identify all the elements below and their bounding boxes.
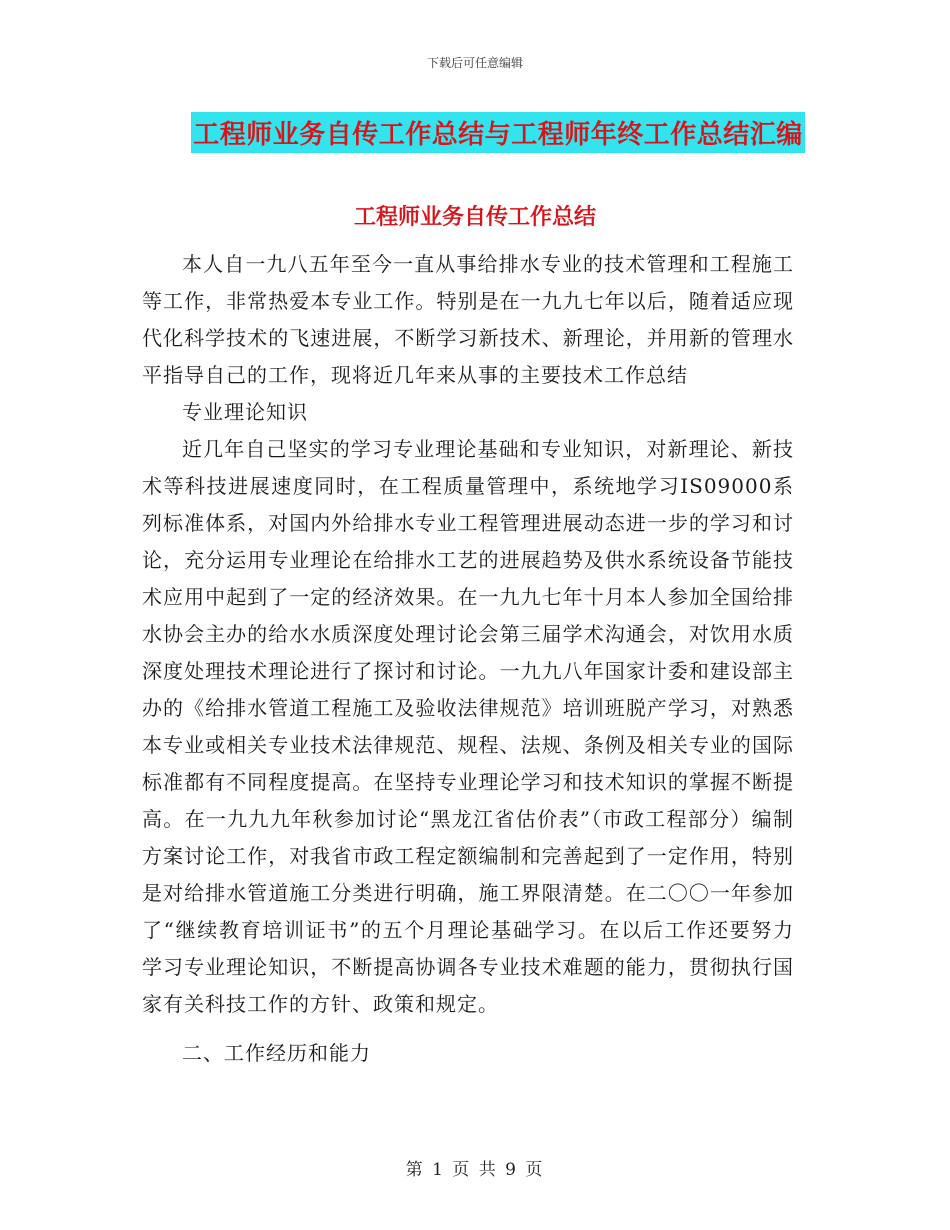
paragraph-heading-theory: 专业理论知识 bbox=[182, 400, 308, 424]
page-footer: 第 1 页 共 9 页 bbox=[405, 1160, 545, 1180]
paragraph-intro: 本人自一九八五年至今一直从事给排水专业的技术管理和工程施工等工作，非常热爱本专业工作。特别是在一九九七年以后，随着适应现代化科学技术的飞速进展，不断学习新技术、新理论，并用新的管理水平指导自己的工作，现将近几年来从事的主要技术工作总结 bbox=[142, 252, 794, 387]
main-title-container bbox=[0, 112, 950, 153]
paragraph-heading-experience: 二、工作经历和能力 bbox=[182, 1041, 371, 1065]
page-header-note: 下载后可任意编辑 bbox=[426, 56, 523, 70]
section-title: 工程师业务自传工作总结 bbox=[353, 205, 596, 230]
paragraph-theory: 近几年自己坚实的学习专业理论基础和专业知识，对新理论、新技术等科技进展速度同时，在工程质量管理中，系统地学习IS09000系列标准体系，对国内外给排水专业工程管理进展动态进一步的学习和讨论，充分运用专业理论在给排水工艺的进展趋势及供水系统设备节能技术应用中起到了一定的经济效果。在一九九七年十月本人参加全国给排水协会主办的给水水质深度处理讨论会第三届学术沟通会，对饮用水质深度处理技术理论进行了探讨和讨论。一九九八年国家计委和建设部主办的《给排水管道工程施工及验收法律规范》培训班脱产学习，对熟悉本专业或相关专业技术法律规范、规程、法规、条例及相关专业的国际标准都有不同程度提高。在坚持专业理论学习和技术知识的掌握不断提高。在一九九九年秋参加讨论“黑龙江省估价表”（市政工程部分）编制方案讨论工作，对我省市政工程定额编制和完善起到了一定作用，特别是对给排水管道施工分类进行明确，施工界限清楚。在二〇〇一年参加了“继续教育培训证书”的五个月理论基础学习。在以后工作还要努力学习专业理论知识，不断提高协调各专业技术难题的能力，贯彻执行国家有关科技工作的方针、政策和规定。 bbox=[142, 437, 794, 1016]
document-body bbox=[142, 246, 794, 1072]
main-title: 工程师业务自传工作总结与工程师年终工作总结汇编 bbox=[191, 112, 805, 153]
